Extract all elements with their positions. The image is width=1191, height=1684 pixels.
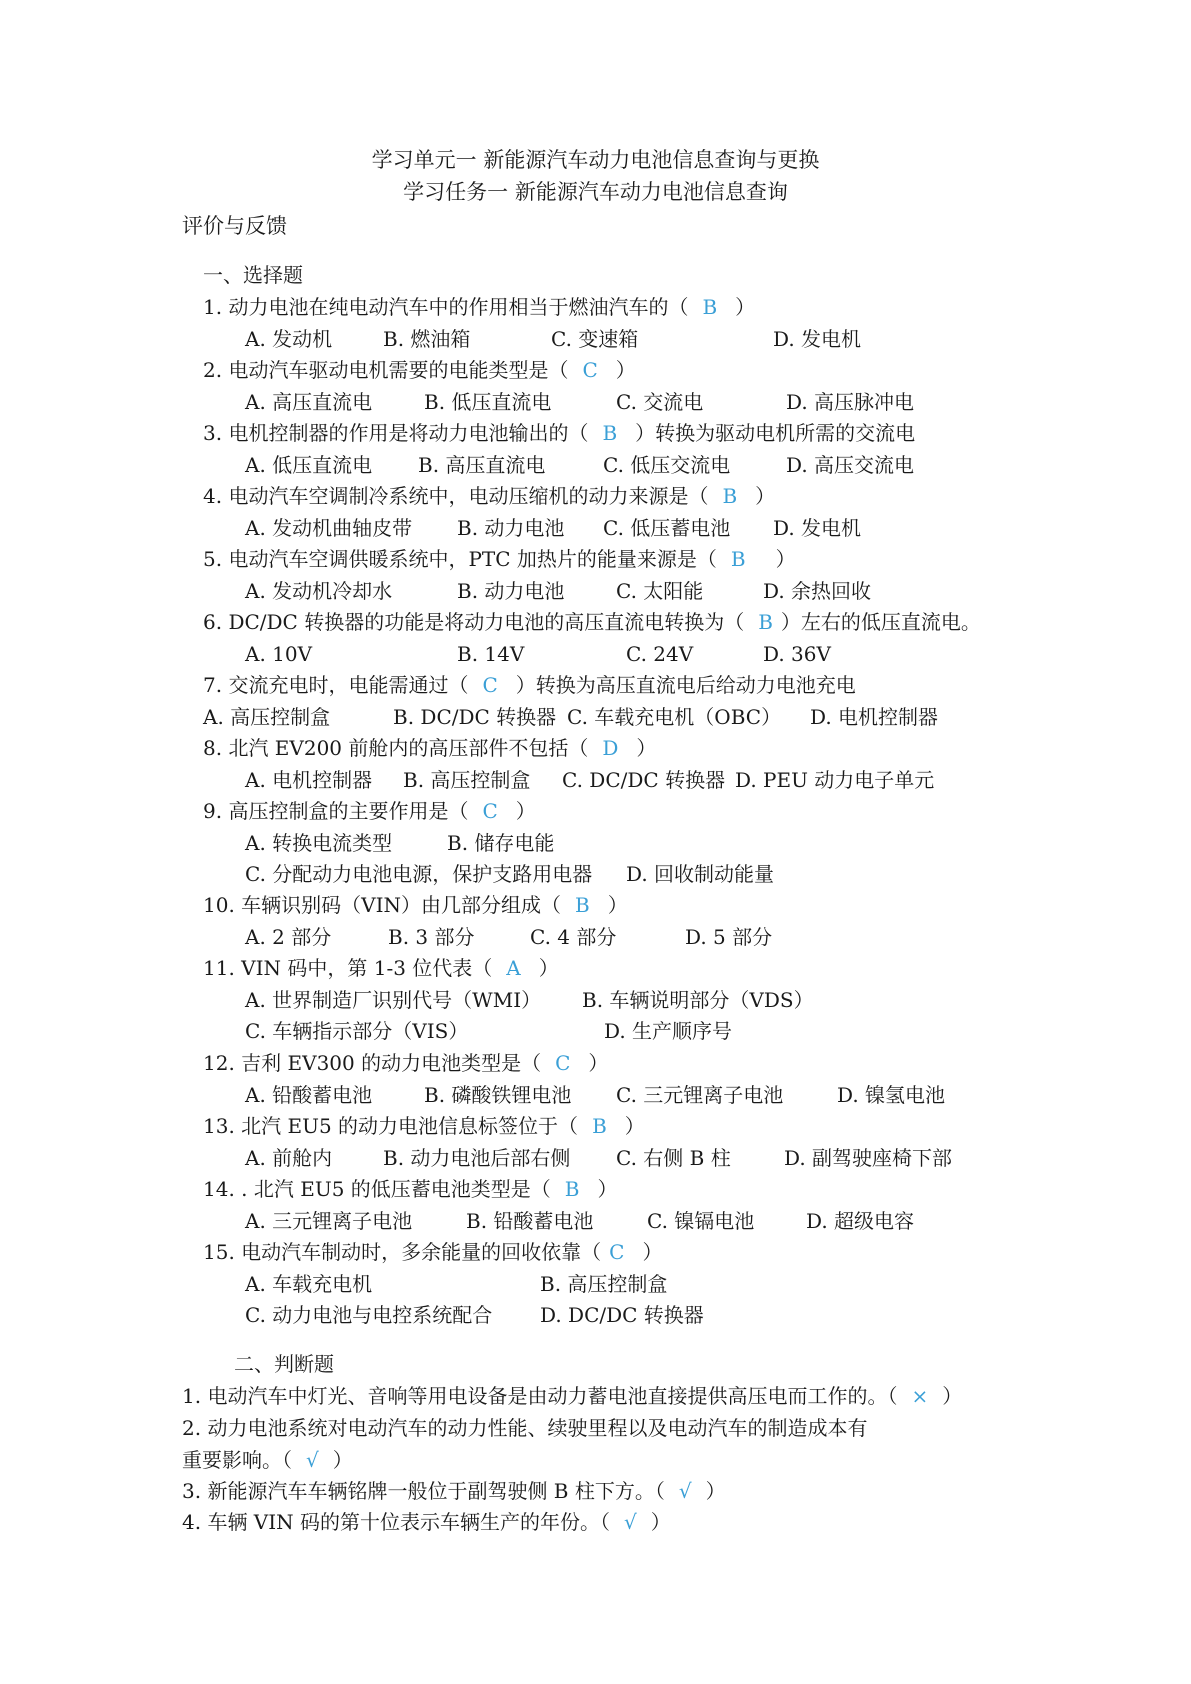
option-d: D. 余热回收 xyxy=(763,579,872,603)
question-1 xyxy=(203,297,755,317)
option-c: C. 太阳能 xyxy=(616,579,704,603)
option-d: D. 超级电容 xyxy=(806,1209,915,1233)
judgment-1 xyxy=(182,1386,962,1406)
option-c: C. 镍镉电池 xyxy=(647,1209,755,1233)
option-a: A. 电机控制器 xyxy=(245,768,373,792)
judgment-tail: ） xyxy=(705,1479,726,1503)
option-b: B. 燃油箱 xyxy=(383,327,471,351)
judgment-4 xyxy=(182,1512,671,1532)
option-a: A. 发动机 xyxy=(245,327,333,351)
question-text: 7. 交流充电时，电能需通过（ xyxy=(203,673,469,697)
judgment-text: 3. 新能源汽车车辆铭牌一般位于副驾驶侧 B 柱下方。（ xyxy=(182,1479,665,1503)
question-text: 12. 吉利 EV300 的动力电池类型是（ xyxy=(203,1051,542,1075)
question-text: 15. 电动汽车制动时，多余能量的回收依靠（ xyxy=(203,1240,602,1264)
option-a: A. 10V xyxy=(245,642,313,666)
question-2 xyxy=(203,360,636,380)
judgment-text: 重要影响。（ xyxy=(182,1448,292,1472)
option-c: C. 24V xyxy=(626,642,694,666)
option-b: B. 磷酸铁锂电池 xyxy=(424,1083,572,1107)
judgment-text: 4. 车辆 VIN 码的第十位表示车辆生产的年份。（ xyxy=(182,1510,610,1534)
option-a: A. 2 部分 xyxy=(245,925,332,949)
option-b: B. 储存电能 xyxy=(447,831,555,855)
answer-mark: C xyxy=(582,358,598,382)
question-text: 2. 电动汽车驱动电机需要的电能类型是（ xyxy=(203,358,569,382)
question-tail: ） xyxy=(588,1051,609,1075)
answer-mark: D xyxy=(602,736,619,760)
question-text: 13. 北汽 EU5 的动力电池信息标签位于（ xyxy=(203,1114,579,1138)
answer-mark: C xyxy=(609,1240,625,1264)
option-a: A. 高压控制盒 xyxy=(203,705,331,729)
option-d: D. 高压脉冲电 xyxy=(786,390,915,414)
answer-mark: B xyxy=(575,893,590,917)
question-tail: ） xyxy=(538,956,559,980)
part1-heading: 一、选择题 xyxy=(203,263,303,287)
option-b: B. 高压直流电 xyxy=(418,453,546,477)
option-c: C. 变速箱 xyxy=(551,327,639,351)
question-text: 11. VIN 码中，第 1-3 位代表（ xyxy=(203,956,493,980)
answer-mark: B xyxy=(722,484,738,508)
question-tail: ） xyxy=(755,484,776,508)
question-13 xyxy=(203,1116,645,1136)
option-a: A. 低压直流电 xyxy=(245,453,373,477)
question-8 xyxy=(203,738,656,758)
question-text: 4. 电动汽车空调制冷系统中，电动压缩机的动力来源是（ xyxy=(203,484,709,508)
question-tail: ） xyxy=(515,799,536,823)
option-c: C. 右侧 B 柱 xyxy=(616,1146,731,1170)
document-subtitle: 学习任务一 新能源汽车动力电池信息查询 xyxy=(403,180,788,204)
option-b: B. 14V xyxy=(457,642,525,666)
section-heading: 评价与反馈 xyxy=(182,214,287,238)
option-a: A. 发动机冷却水 xyxy=(245,579,393,603)
question-6 xyxy=(203,612,981,632)
judgment-2-line1: 2. 动力电池系统对电动汽车的动力性能、续驶里程以及电动汽车的制造成本有 xyxy=(182,1416,868,1440)
question-11 xyxy=(203,958,559,978)
question-tail: ）左右的低压直流电。 xyxy=(780,610,981,634)
option-a: A. 车载充电机 xyxy=(245,1272,373,1296)
question-text: 10. 车辆识别码（VIN）由几部分组成（ xyxy=(203,893,562,917)
option-c: C. 分配动力电池电源，保护支路用电器 xyxy=(245,862,593,886)
option-a: A. 前舱内 xyxy=(245,1146,333,1170)
option-d: D. 电机控制器 xyxy=(810,705,939,729)
option-d: D. PEU 动力电子单元 xyxy=(735,768,935,792)
question-tail: ）转换为驱动电机所需的交流电 xyxy=(635,421,916,445)
judgment-tail: ） xyxy=(942,1384,963,1408)
question-14 xyxy=(203,1179,617,1199)
answer-mark: B xyxy=(730,547,746,571)
question-3 xyxy=(203,423,915,443)
option-a: A. 铅酸蓄电池 xyxy=(245,1083,373,1107)
question-tail: ） xyxy=(636,736,657,760)
question-text: 5. 电动汽车空调供暖系统中，PTC 加热片的能量来源是（ xyxy=(203,547,717,571)
answer-mark: C xyxy=(555,1051,571,1075)
question-text: 3. 电机控制器的作用是将动力电池输出的（ xyxy=(203,421,589,445)
question-9 xyxy=(203,801,536,821)
option-d: D. 发电机 xyxy=(773,516,862,540)
option-c: C. 三元锂离子电池 xyxy=(616,1083,784,1107)
option-b: B. 高压控制盒 xyxy=(540,1272,668,1296)
answer-mark: √ xyxy=(678,1479,692,1503)
document-title: 学习单元一 新能源汽车动力电池信息查询与更换 xyxy=(371,148,820,172)
option-b: B. 3 部分 xyxy=(388,925,475,949)
question-text: 14. . 北汽 EU5 的低压蓄电池类型是（ xyxy=(203,1177,551,1201)
question-tail: ） xyxy=(624,1114,645,1138)
option-c: C. DC/DC 转换器 xyxy=(562,768,726,792)
option-b: B. 动力电池 xyxy=(457,516,565,540)
option-d: D. 副驾驶座椅下部 xyxy=(784,1146,953,1170)
option-b: B. 动力电池 xyxy=(457,579,565,603)
option-c: C. 交流电 xyxy=(616,390,704,414)
answer-mark: √ xyxy=(306,1448,319,1472)
option-b: B. 车辆说明部分（VDS） xyxy=(582,988,814,1012)
answer-mark: × xyxy=(911,1384,929,1408)
answer-mark: B xyxy=(758,610,773,634)
option-b: B. DC/DC 转换器 xyxy=(393,705,557,729)
option-d: D. 镍氢电池 xyxy=(837,1083,946,1107)
answer-mark: C xyxy=(482,673,498,697)
question-10 xyxy=(203,895,628,915)
question-5 xyxy=(203,549,796,569)
judgment-tail: ） xyxy=(650,1510,671,1534)
question-15 xyxy=(203,1242,662,1262)
answer-mark: A xyxy=(506,956,521,980)
question-tail: ） xyxy=(735,295,756,319)
option-b: B. 低压直流电 xyxy=(424,390,552,414)
option-b: B. 动力电池后部右侧 xyxy=(383,1146,571,1170)
judgment-2 xyxy=(182,1450,353,1470)
question-tail: ） xyxy=(607,893,628,917)
judgment-text: 1. 电动汽车中灯光、音响等用电设备是由动力蓄电池直接提供高压电而工作的。（ xyxy=(182,1384,898,1408)
option-d: D. 发电机 xyxy=(773,327,862,351)
question-tail: ） xyxy=(775,547,796,571)
question-tail: ）转换为高压直流电后给动力电池充电 xyxy=(515,673,856,697)
option-d: D. 回收制动能量 xyxy=(626,862,775,886)
option-d: D. 5 部分 xyxy=(685,925,773,949)
question-4 xyxy=(203,486,775,506)
question-tail: ） xyxy=(597,1177,618,1201)
judgment-tail: ） xyxy=(332,1448,353,1472)
option-c: C. 低压交流电 xyxy=(603,453,731,477)
option-d: D. 高压交流电 xyxy=(786,453,915,477)
option-c: C. 动力电池与电控系统配合 xyxy=(245,1303,493,1327)
question-text: 1. 动力电池在纯电动汽车中的作用相当于燃油汽车的（ xyxy=(203,295,689,319)
option-b: B. 铅酸蓄电池 xyxy=(466,1209,594,1233)
option-d: D. DC/DC 转换器 xyxy=(540,1303,704,1327)
question-text: 9. 高压控制盒的主要作用是（ xyxy=(203,799,469,823)
question-text: 6. DC/DC 转换器的功能是将动力电池的高压直流电转换为（ xyxy=(203,610,745,634)
question-tail: ） xyxy=(615,358,636,382)
option-c: C. 车辆指示部分（VIS） xyxy=(245,1019,469,1043)
question-text: 8. 北汽 EV200 前舱内的高压部件不包括（ xyxy=(203,736,589,760)
option-d: D. 36V xyxy=(763,642,831,666)
part2-heading: 二、判断题 xyxy=(234,1352,334,1376)
question-7 xyxy=(203,675,856,695)
option-c: C. 车载充电机（OBC） xyxy=(567,705,782,729)
option-c: C. 低压蓄电池 xyxy=(603,516,731,540)
answer-mark: C xyxy=(482,799,498,823)
option-c: C. 4 部分 xyxy=(530,925,617,949)
judgment-3 xyxy=(182,1481,726,1501)
option-a: A. 三元锂离子电池 xyxy=(245,1209,413,1233)
option-b: B. 高压控制盒 xyxy=(403,768,531,792)
option-d: D. 生产顺序号 xyxy=(604,1019,733,1043)
option-a: A. 高压直流电 xyxy=(245,390,373,414)
option-a: A. 转换电流类型 xyxy=(245,831,393,855)
answer-mark: B xyxy=(602,421,618,445)
answer-mark: B xyxy=(564,1177,580,1201)
question-tail: ） xyxy=(642,1240,663,1264)
question-12 xyxy=(203,1053,608,1073)
answer-mark: B xyxy=(592,1114,607,1138)
answer-mark: B xyxy=(702,295,718,319)
option-a: A. 发动机曲轴皮带 xyxy=(245,516,413,540)
answer-mark: √ xyxy=(624,1510,637,1534)
option-a: A. 世界制造厂识别代号（WMI） xyxy=(245,988,542,1012)
